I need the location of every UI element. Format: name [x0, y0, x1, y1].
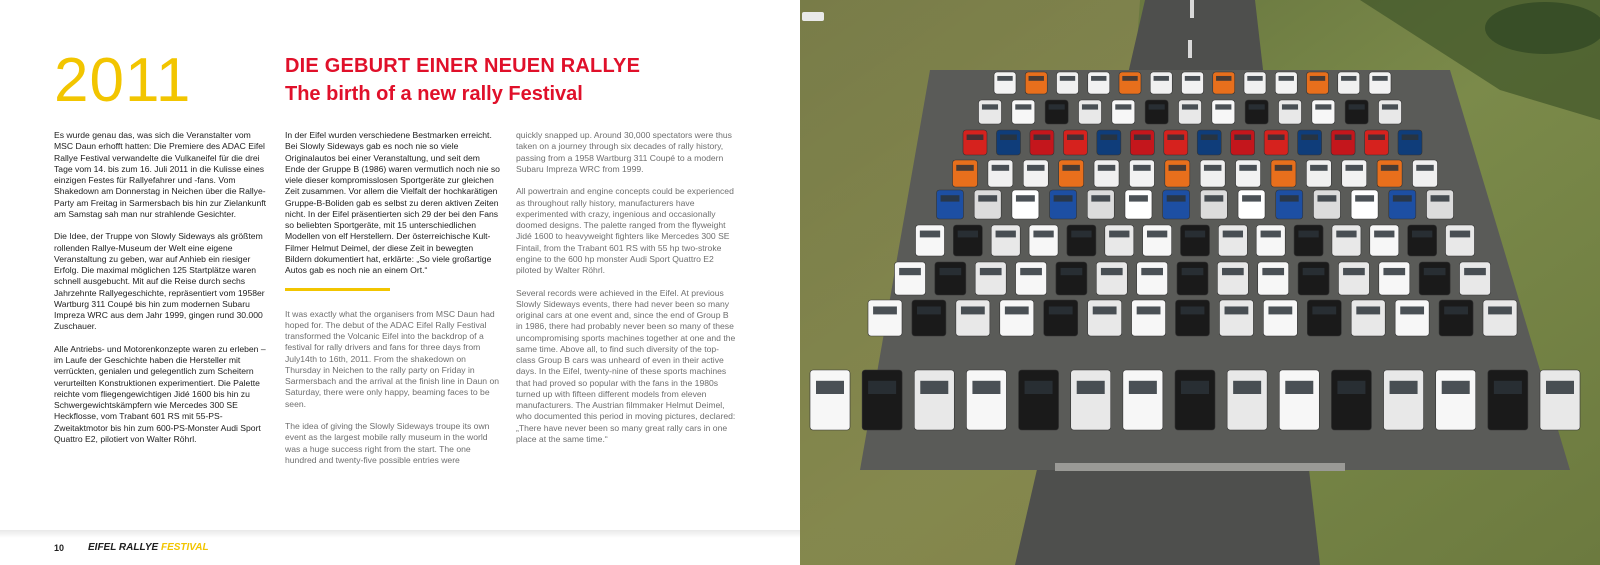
rally-car	[916, 225, 945, 256]
rally-car	[975, 262, 1006, 295]
car-windshield	[1393, 195, 1412, 201]
car-windshield	[1093, 306, 1117, 314]
rally-car	[1105, 225, 1134, 256]
rally-cars-aerial-image	[800, 0, 1600, 565]
paragraph-german: In der Eifel wurden verschiedene Bestmarken erreicht. Bei Slowly Sideways gab es noch nie so viele Originalautos bei einer Veranstaltung, und seit dem Ende der Gruppe B (1986) waren vermutlich noch nie so viele dieser kompromisslosen Sportgeräte zur gleichen Zeit zusammen. Vor allem die Vielfalt der hochkarätigen Gruppe-B-Boliden gab es selbst zu deren aktiven Zeiten nicht. In der Eifel präsentierten sich 29 der bei den Fans so beliebten Sportgeräte, mit 15 unterschiedlichen Modellen von elf Herstellern. Der österreichische Kult-Filmer Helmut Deimel, der diese Zeit in bewegten Bildern dokumentiert hat, erklärte: „So viele großartige Autos gab es noch nie an einem Ort.“	[285, 130, 500, 275]
page-number: 10	[54, 543, 65, 553]
rally-car	[1419, 262, 1450, 295]
car-windshield	[1054, 195, 1073, 201]
car-windshield	[1216, 76, 1231, 81]
car-windshield	[1464, 268, 1486, 275]
rally-car	[1132, 300, 1166, 336]
rally-car	[1163, 190, 1190, 219]
rally-car	[1125, 190, 1152, 219]
car-windshield	[1225, 306, 1249, 314]
rally-car	[1175, 370, 1215, 430]
car-windshield	[1129, 195, 1148, 201]
car-windshield	[1303, 268, 1325, 275]
rally-car	[1219, 300, 1253, 336]
rally-car	[912, 300, 946, 336]
rally-car	[1369, 72, 1391, 94]
rally-car	[1181, 225, 1210, 256]
rally-car	[1488, 370, 1528, 430]
car-windshield	[1383, 268, 1405, 275]
rally-car	[1088, 300, 1122, 336]
car-windshield	[1122, 76, 1137, 81]
car-windshield	[1061, 268, 1083, 275]
rally-car	[1306, 160, 1331, 187]
rally-car	[1427, 190, 1454, 219]
car-windshield	[1317, 195, 1336, 201]
car-windshield	[1431, 195, 1450, 201]
rally-car	[1256, 225, 1285, 256]
rally-car	[1365, 130, 1389, 155]
rally-car	[1123, 370, 1163, 430]
rally-car	[974, 190, 1001, 219]
rally-car	[1294, 225, 1323, 256]
rally-car	[868, 300, 902, 336]
car-windshield	[1149, 104, 1165, 109]
rally-car	[1182, 72, 1204, 94]
rally-car	[1016, 262, 1047, 295]
paragraph: Es wurde genau das, was sich die Veranstalter vom MSC Daun erhofft hatten: Die Premiere des ADAC Eifel Rallye Festival verwandelte die Vulkaneifel für die drei Tage vom 14. bis zum 16. Juli 2011 in die Kulisse eines einzigen Festes für Rallyefahrer und -fans. Vom Shakedown am Donnerstag in Neichen über die Rallye-Party am Freitag in Sarmersbach bis hin zur Zielankunft am Samstag sah man nur strahlende Gesichter.	[54, 130, 267, 219]
car-windshield	[1000, 135, 1017, 141]
footer-brand	[88, 542, 209, 553]
rally-car	[1217, 262, 1248, 295]
paragraph-english: All powertrain and engine concepts could be experienced as throughout rally history, manufacturers have experimented with crazy, ingenious and occasionally doomed designs. The palette ranged from the flyweight Jidé 1600 to heavyweight fighters like Mercedes 300 SE Fintail, from the Trabant 601 RS with 55 hp two-stroke engine to the 600 hp monster Audi Sport Quattro E2 piloted by Walter Röhrl.	[516, 186, 734, 275]
rally-car	[1332, 225, 1361, 256]
rally-car	[1079, 100, 1102, 124]
rally-car	[1071, 370, 1111, 430]
rally-car	[1384, 370, 1424, 430]
rally-car	[963, 130, 987, 155]
rally-car	[1212, 100, 1235, 124]
rally-car	[1271, 160, 1296, 187]
rally-car	[1025, 72, 1047, 94]
car-windshield	[1488, 306, 1512, 314]
rally-car	[1130, 130, 1154, 155]
rally-car	[1238, 190, 1265, 219]
rally-car	[1377, 160, 1402, 187]
column-english-3	[516, 130, 736, 456]
car-windshield	[816, 381, 844, 394]
rally-car	[1150, 72, 1172, 94]
car-windshield	[978, 195, 997, 201]
rally-car	[1244, 72, 1266, 94]
car-windshield	[992, 165, 1010, 171]
rally-car	[1088, 72, 1110, 94]
car-windshield	[1100, 135, 1117, 141]
rally-car	[1483, 300, 1517, 336]
car-windshield	[956, 165, 974, 171]
brand-eifel-rallye: EIFEL RALLYE	[88, 542, 161, 553]
car-windshield	[1129, 381, 1157, 394]
car-windshield	[868, 381, 896, 394]
rally-car	[1446, 225, 1475, 256]
car-windshield	[1049, 104, 1065, 109]
rally-car	[988, 160, 1013, 187]
rally-car	[895, 262, 926, 295]
car-windshield	[1298, 231, 1318, 238]
car-windshield	[1336, 231, 1356, 238]
rally-car	[1112, 100, 1135, 124]
rally-car	[1012, 100, 1035, 124]
car-windshield	[972, 381, 1000, 394]
car-windshield	[1261, 231, 1281, 238]
rally-car	[994, 72, 1016, 94]
rally-car	[1179, 100, 1202, 124]
rally-car	[1200, 190, 1227, 219]
rally-car	[1313, 190, 1340, 219]
car-windshield	[1154, 76, 1169, 81]
car-windshield	[1141, 268, 1163, 275]
rally-car	[1439, 300, 1473, 336]
car-windshield	[1343, 268, 1365, 275]
rally-car	[1197, 130, 1221, 155]
car-windshield	[1182, 268, 1204, 275]
rally-car	[966, 370, 1006, 430]
car-windshield	[1222, 268, 1244, 275]
rally-car	[1413, 160, 1438, 187]
runway-marking	[1188, 40, 1192, 58]
brand-festival: FESTIVAL	[160, 542, 209, 553]
car-windshield	[1335, 135, 1352, 141]
runway-marking	[1190, 0, 1194, 18]
rally-car	[1276, 190, 1303, 219]
car-windshield	[1185, 76, 1200, 81]
rally-car	[1279, 100, 1302, 124]
rally-car	[1298, 262, 1329, 295]
rally-car	[1129, 160, 1154, 187]
car-windshield	[1442, 381, 1470, 394]
car-windshield	[1301, 135, 1318, 141]
car-windshield	[1133, 165, 1151, 171]
car-windshield	[941, 195, 960, 201]
rally-car	[1029, 225, 1058, 256]
rally-car	[1338, 72, 1360, 94]
rally-car	[1165, 160, 1190, 187]
headline-german: DIE GEBURT EINER NEUEN RALLYE	[285, 55, 641, 77]
rally-car	[1019, 370, 1059, 430]
tree-cluster	[1485, 2, 1600, 54]
rally-car	[1395, 300, 1429, 336]
car-windshield	[1310, 76, 1325, 81]
car-windshield	[1494, 381, 1522, 394]
rally-car	[1307, 72, 1329, 94]
rally-car	[1059, 160, 1084, 187]
car-windshield	[1310, 165, 1328, 171]
car-windshield	[1285, 381, 1313, 394]
rally-car	[1227, 370, 1267, 430]
paragraph-english: Several records were achieved in the Eifel. At previous Slowly Sideways events, there had never been so many original cars at one event and, since the end of Group B in 1986, there had probably never been so many of these uncompromising sports machines together at one and the same time. Above all, to find such diversity of the top-class Group B cars was unheard of even in their active days. In the Eifel, twenty-nine of these sports machines that had proved so popular with the fans in the 1980s turned up with fifteen different models from eleven manufacturers. The Austrian filmmaker Helmut Deimel, who documented this period in moving pictures, declared: „There have never been so many great rally cars in one place at the same time.“	[516, 287, 736, 444]
car-windshield	[1182, 104, 1198, 109]
rally-car	[1236, 160, 1261, 187]
rally-car	[1177, 262, 1208, 295]
car-windshield	[1167, 195, 1186, 201]
car-windshield	[873, 306, 897, 314]
car-windshield	[1390, 381, 1418, 394]
rally-car	[1279, 370, 1319, 430]
rally-car	[1263, 300, 1297, 336]
rally-car	[953, 160, 978, 187]
rally-car	[991, 225, 1020, 256]
car-windshield	[967, 135, 984, 141]
car-windshield	[1416, 165, 1434, 171]
rally-car	[1231, 130, 1255, 155]
column-2	[285, 130, 500, 477]
rally-car	[1063, 130, 1087, 155]
paragraph-english: quickly snapped up. Around 30,000 spectators were thus taken on a journey through six decades of rally history, passing from a 1958 Wartburg 311 Coupé to a modern Subaru Impreza WRC from 1999.	[516, 130, 732, 174]
car-windshield	[1201, 135, 1218, 141]
car-windshield	[1147, 231, 1167, 238]
rally-car	[1540, 370, 1580, 430]
car-windshield	[1450, 231, 1470, 238]
car-windshield	[982, 104, 998, 109]
car-windshield	[1239, 165, 1257, 171]
paragraph: Die Idee, der Truppe von Slowly Sideways als größtem rollenden Rallye-Museum der Welt eine eigene Veranstaltung zu geben, war auf Anhieb ein riesiger Erfolg. Die maximal möglichen 125 Startplätze waren schnell ausgebucht. Mit auf die Reise durch sechs Jahrzehnte Rallyegeschichte, repräsentiert vom 1958er Wartburg 311 Coupé bis hin zum modernen Subaru Impreza WRC aus dem Jahr 1999, gingen rund 30.000 Zuschauer.	[54, 231, 265, 332]
car-windshield	[1082, 104, 1098, 109]
car-windshield	[1282, 104, 1298, 109]
car-windshield	[1279, 76, 1294, 81]
car-windshield	[1412, 231, 1432, 238]
car-windshield	[1115, 104, 1131, 109]
car-windshield	[1247, 76, 1262, 81]
car-windshield	[1234, 135, 1251, 141]
rally-car	[1264, 130, 1288, 155]
car-windshield	[1262, 268, 1284, 275]
rally-car	[1331, 370, 1371, 430]
car-windshield	[1368, 135, 1385, 141]
car-windshield	[1372, 76, 1387, 81]
car-windshield	[1020, 268, 1042, 275]
rally-car	[1312, 100, 1335, 124]
car-windshield	[917, 306, 941, 314]
rally-car	[1012, 190, 1039, 219]
car-windshield	[899, 268, 921, 275]
car-windshield	[1034, 135, 1051, 141]
rally-car	[953, 225, 982, 256]
paragraph-english: It was exactly what the organisers from MSC Daun had hoped for. The debut of the ADAC Eifel Rally Festival transformed the Volcanic Eifel into the backdrop of a festival for rally drivers and fans for three days from July14th to 16th, 2011. From the shakedown on Thursday in Neichen to the rally party on Friday in Sarmersbach and the arrival at the finish line in Daun on Saturday, there were only happy, beaming faces to be seen.	[285, 308, 500, 409]
car-windshield	[1049, 306, 1073, 314]
rally-car	[1057, 72, 1079, 94]
car-windshield	[1134, 135, 1151, 141]
car-windshield	[997, 76, 1012, 81]
aerial-photo	[800, 0, 1600, 565]
car-windshield	[1091, 195, 1110, 201]
car-windshield	[1098, 165, 1116, 171]
car-windshield	[1167, 135, 1184, 141]
rally-car	[996, 130, 1020, 155]
rally-car	[1087, 190, 1114, 219]
car-windshield	[1268, 306, 1292, 314]
rally-car	[1119, 72, 1141, 94]
caravan	[802, 12, 824, 21]
car-windshield	[1185, 231, 1205, 238]
rally-car	[937, 190, 964, 219]
rally-car	[1096, 262, 1127, 295]
rally-car	[979, 100, 1002, 124]
car-windshield	[1315, 104, 1331, 109]
rally-car	[1351, 300, 1385, 336]
rally-car	[862, 370, 902, 430]
car-windshield	[1341, 76, 1356, 81]
rally-car	[1164, 130, 1188, 155]
rally-car	[1045, 100, 1068, 124]
rally-car	[1067, 225, 1096, 256]
rally-car	[1258, 262, 1289, 295]
car-windshield	[1029, 76, 1044, 81]
rally-car	[1218, 225, 1247, 256]
car-windshield	[1027, 165, 1045, 171]
rally-car	[1050, 190, 1077, 219]
car-windshield	[961, 306, 985, 314]
column-german-1	[54, 130, 269, 456]
rally-car	[1398, 130, 1422, 155]
car-windshield	[1067, 135, 1084, 141]
rally-car	[914, 370, 954, 430]
paragraph-english: The idea of giving the Slowly Sideways troupe its own event as the largest mobile rally museum in the world was a huge success right from the start. The one hundred and twenty-five possible entries were	[285, 421, 490, 465]
rally-car	[1307, 300, 1341, 336]
car-windshield	[1337, 381, 1365, 394]
car-windshield	[1275, 165, 1293, 171]
rally-car	[1379, 262, 1410, 295]
car-windshield	[1424, 268, 1446, 275]
rally-car	[1200, 160, 1225, 187]
car-windshield	[1381, 165, 1399, 171]
rally-car	[1245, 100, 1268, 124]
rally-car	[1176, 300, 1210, 336]
rally-car	[1408, 225, 1437, 256]
rally-car	[1056, 262, 1087, 295]
rally-car	[1460, 262, 1491, 295]
car-windshield	[1233, 381, 1261, 394]
car-windshield	[1204, 195, 1223, 201]
car-windshield	[1137, 306, 1161, 314]
rally-car	[1345, 100, 1368, 124]
rally-car	[1030, 130, 1054, 155]
car-windshield	[1215, 104, 1231, 109]
car-windshield	[1033, 231, 1053, 238]
car-windshield	[1223, 231, 1243, 238]
headline-english: The birth of a new rally Festival	[285, 83, 583, 105]
rally-car	[810, 370, 850, 430]
rally-car	[1145, 100, 1168, 124]
car-windshield	[1249, 104, 1265, 109]
car-windshield	[1400, 306, 1424, 314]
rally-car	[1137, 262, 1168, 295]
car-windshield	[1101, 268, 1123, 275]
car-windshield	[1382, 104, 1398, 109]
year-heading: 2011	[54, 46, 192, 115]
car-windshield	[1016, 195, 1035, 201]
rally-car	[1094, 160, 1119, 187]
rally-car	[1436, 370, 1476, 430]
rally-car	[1379, 100, 1402, 124]
car-windshield	[940, 268, 962, 275]
car-windshield	[1060, 76, 1075, 81]
car-windshield	[1005, 306, 1029, 314]
yellow-divider	[285, 288, 390, 291]
car-windshield	[920, 231, 940, 238]
rally-car	[1298, 130, 1322, 155]
car-windshield	[1355, 195, 1374, 201]
car-windshield	[1169, 165, 1187, 171]
rally-car	[1044, 300, 1078, 336]
car-windshield	[1181, 381, 1209, 394]
rally-car	[1331, 130, 1355, 155]
car-windshield	[1349, 104, 1365, 109]
car-windshield	[958, 231, 978, 238]
car-windshield	[1062, 165, 1080, 171]
car-windshield	[920, 381, 948, 394]
car-windshield	[1091, 76, 1106, 81]
rally-car	[1143, 225, 1172, 256]
paragraph: Alle Antriebs- und Motorenkonzepte waren zu erleben – im Laufe der Geschichte haben die Hersteller mit verrückten, genialen und gelegentlich zum Scheitern verurteilten Konstruktionen experimentiert. Die Palette reichte vom fliegengewichtigen Jidé 1600 bis hin zu Schwergewichtskämpfern wie Mercedes 300 SE Heckflosse, vom Trabant 601 RS mit 55-PS-Zweitaktmotor bis hin zum 600-PS-Monster Audi Sport Quattro E2, pilotiert von Walter Röhrl.	[54, 343, 266, 444]
rally-car	[956, 300, 990, 336]
car-windshield	[1025, 381, 1053, 394]
car-windshield	[1356, 306, 1380, 314]
car-windshield	[1242, 195, 1261, 201]
car-windshield	[980, 268, 1002, 275]
car-windshield	[1402, 135, 1419, 141]
car-windshield	[1312, 306, 1336, 314]
car-windshield	[1345, 165, 1363, 171]
rally-car	[1351, 190, 1378, 219]
car-windshield	[996, 231, 1016, 238]
rally-car	[1342, 160, 1367, 187]
car-windshield	[1015, 104, 1031, 109]
rally-car	[1370, 225, 1399, 256]
rally-car	[935, 262, 966, 295]
rally-car	[1000, 300, 1034, 336]
apron-edge	[1055, 463, 1345, 471]
rally-car	[1275, 72, 1297, 94]
rally-car	[1097, 130, 1121, 155]
car-windshield	[1204, 165, 1222, 171]
footer-band	[0, 530, 800, 538]
rally-car	[1213, 72, 1235, 94]
rally-car	[1389, 190, 1416, 219]
car-windshield	[1268, 135, 1285, 141]
car-windshield	[1444, 306, 1468, 314]
car-windshield	[1280, 195, 1299, 201]
car-windshield	[1071, 231, 1091, 238]
car-windshield	[1546, 381, 1574, 394]
car-windshield	[1181, 306, 1205, 314]
car-windshield	[1077, 381, 1105, 394]
rally-car	[1338, 262, 1369, 295]
car-windshield	[1109, 231, 1129, 238]
rally-car	[1023, 160, 1048, 187]
car-windshield	[1374, 231, 1394, 238]
